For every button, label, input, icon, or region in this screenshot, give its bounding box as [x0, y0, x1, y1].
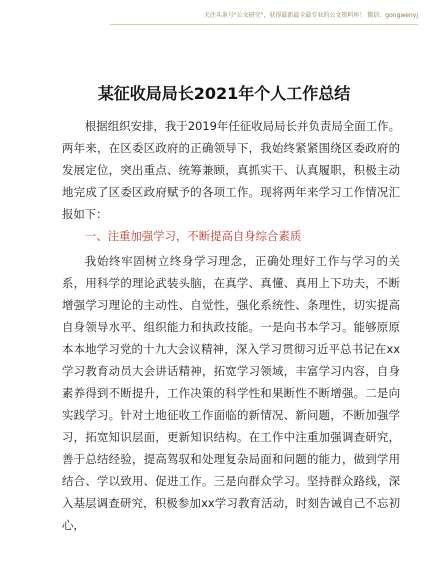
header-note: 关注头条号"公文研究"，获得最新最全最专业的公文资料库！ 微信：gongwenyj	[203, 12, 418, 19]
section-1-paragraph: 我始终牢固树立终身学习理念，正确处理好工作与学习的关系，用科学的理论武装头脑，在真学、真懂、真用上下功夫，不断增强学习理论的主动性、自觉性，强化系统性、条理性，切实提高自身领导水平、组织能力和执政技能。一是向书本学习。能够原原本本地学习党的十九大会议精神，深入学习贯彻习近平总书记在xx学习教育动员大会讲话精神，拓宽学习领域，丰富学习内容，自身素养得到不断提升，工作决策的科学性和果断性不断增强。二是向实践学习。针对土地征收工作面临的新情况、新问题，不断加强学习，拓宽知识层面，更新知识结构。在工作中注重加强调查研究，善于总结经验，提高驾驭和处理复杂局面和问题的能力，做到学用结合、学以致用、促进工作。三是向群众学习。坚持群众路线，深入基层调查研究，积极参加xx学习教育活动，时刻告诫自己不忘初心，	[62, 254, 400, 532]
document-title: 某征收局局长2021年个人工作总结	[97, 84, 351, 103]
header-divider	[110, 24, 418, 25]
intro-paragraph: 根据组织安排，我于2019年任征收局局长并负责局全面工作。两年来，在区委区政府的正确领导下，我始终紧紧围绕区委政府的发展定位，突出重点、统筹兼顾，真抓实干、认真履职，积极主动地完成了区委区政府赋予的各项工作。现将两年来学习工作情况汇报如下：	[62, 119, 400, 221]
section-1-heading: 一、注重加强学习，不断提高自身综合素质	[84, 229, 302, 243]
